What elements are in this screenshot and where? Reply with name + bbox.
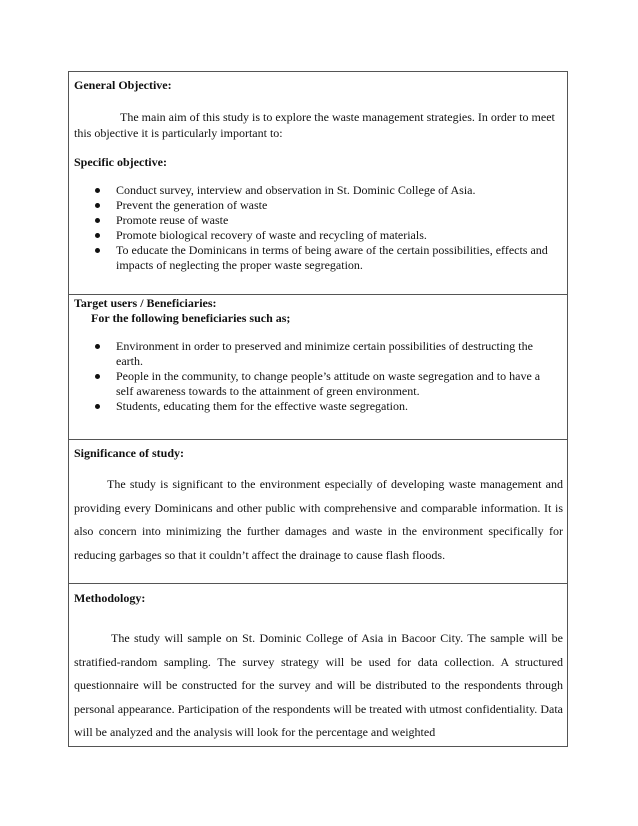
significance-row bbox=[69, 440, 568, 584]
list-item: Prevent the generation of waste bbox=[116, 198, 557, 213]
significance-heading: Significance of study: bbox=[74, 446, 185, 460]
general-objective-row bbox=[69, 72, 568, 295]
list-item: People in the community, to change people’s attitude on waste segregation and to have a self awareness towards to the attainment of green environment. bbox=[116, 369, 557, 399]
general-objective-text: The main aim of this study is to explore the waste management strategies. In order to meet this objective it is particularly important to: bbox=[74, 110, 555, 140]
list-item: Promote biological recovery of waste and recycling of materials. bbox=[116, 228, 557, 243]
list-item: Students, educating them for the effective waste segregation. bbox=[116, 399, 557, 414]
list-item: Conduct survey, interview and observation in St. Dominic College of Asia. bbox=[116, 183, 557, 198]
beneficiaries-list bbox=[74, 339, 563, 414]
target-users-cell bbox=[69, 295, 568, 440]
document-table bbox=[68, 71, 568, 747]
target-users-heading: Target users / Beneficiaries: bbox=[74, 296, 217, 310]
general-objective-cell bbox=[69, 72, 568, 295]
methodology-cell bbox=[69, 584, 568, 747]
methodology-heading: Methodology: bbox=[74, 591, 146, 605]
list-item: Promote reuse of waste bbox=[116, 213, 557, 228]
methodology-text: The study will sample on St. Dominic College of Asia in Bacoor City. The sample will be stratified-random sampling. The survey strategy will be used for data collection. A structured questionnaire will be constructed for the survey and will be distributed to the respondents through personal appearance. Participation of the respondents will be treated with utmost confidentiality. Data will be analyzed and the analysis will look for the percentage and weighted bbox=[74, 631, 563, 739]
general-objective-heading: General Objective: bbox=[74, 78, 172, 92]
specific-objective-heading: Specific objective: bbox=[74, 155, 167, 169]
list-item: Environment in order to preserved and minimize certain possibilities of destructing the earth. bbox=[116, 339, 557, 369]
significance-text: The study is significant to the environment especially of developing waste management and providing every Dominicans and other public with comprehensive and comparable information. It is also concern into minimizing the further damages and waste in the environment specifically for reducing garbages so that it couldn’t affect the drainage to cause flash floods. bbox=[74, 477, 563, 562]
methodology-row bbox=[69, 584, 568, 747]
target-users-row bbox=[69, 295, 568, 440]
beneficiaries-subheading: For the following beneficiaries such as; bbox=[91, 311, 291, 325]
list-item: To educate the Dominicans in terms of being aware of the certain possibilities, effects and impacts of neglecting the proper waste segregation. bbox=[116, 243, 557, 273]
specific-objective-list bbox=[74, 183, 563, 273]
significance-cell bbox=[69, 440, 568, 584]
